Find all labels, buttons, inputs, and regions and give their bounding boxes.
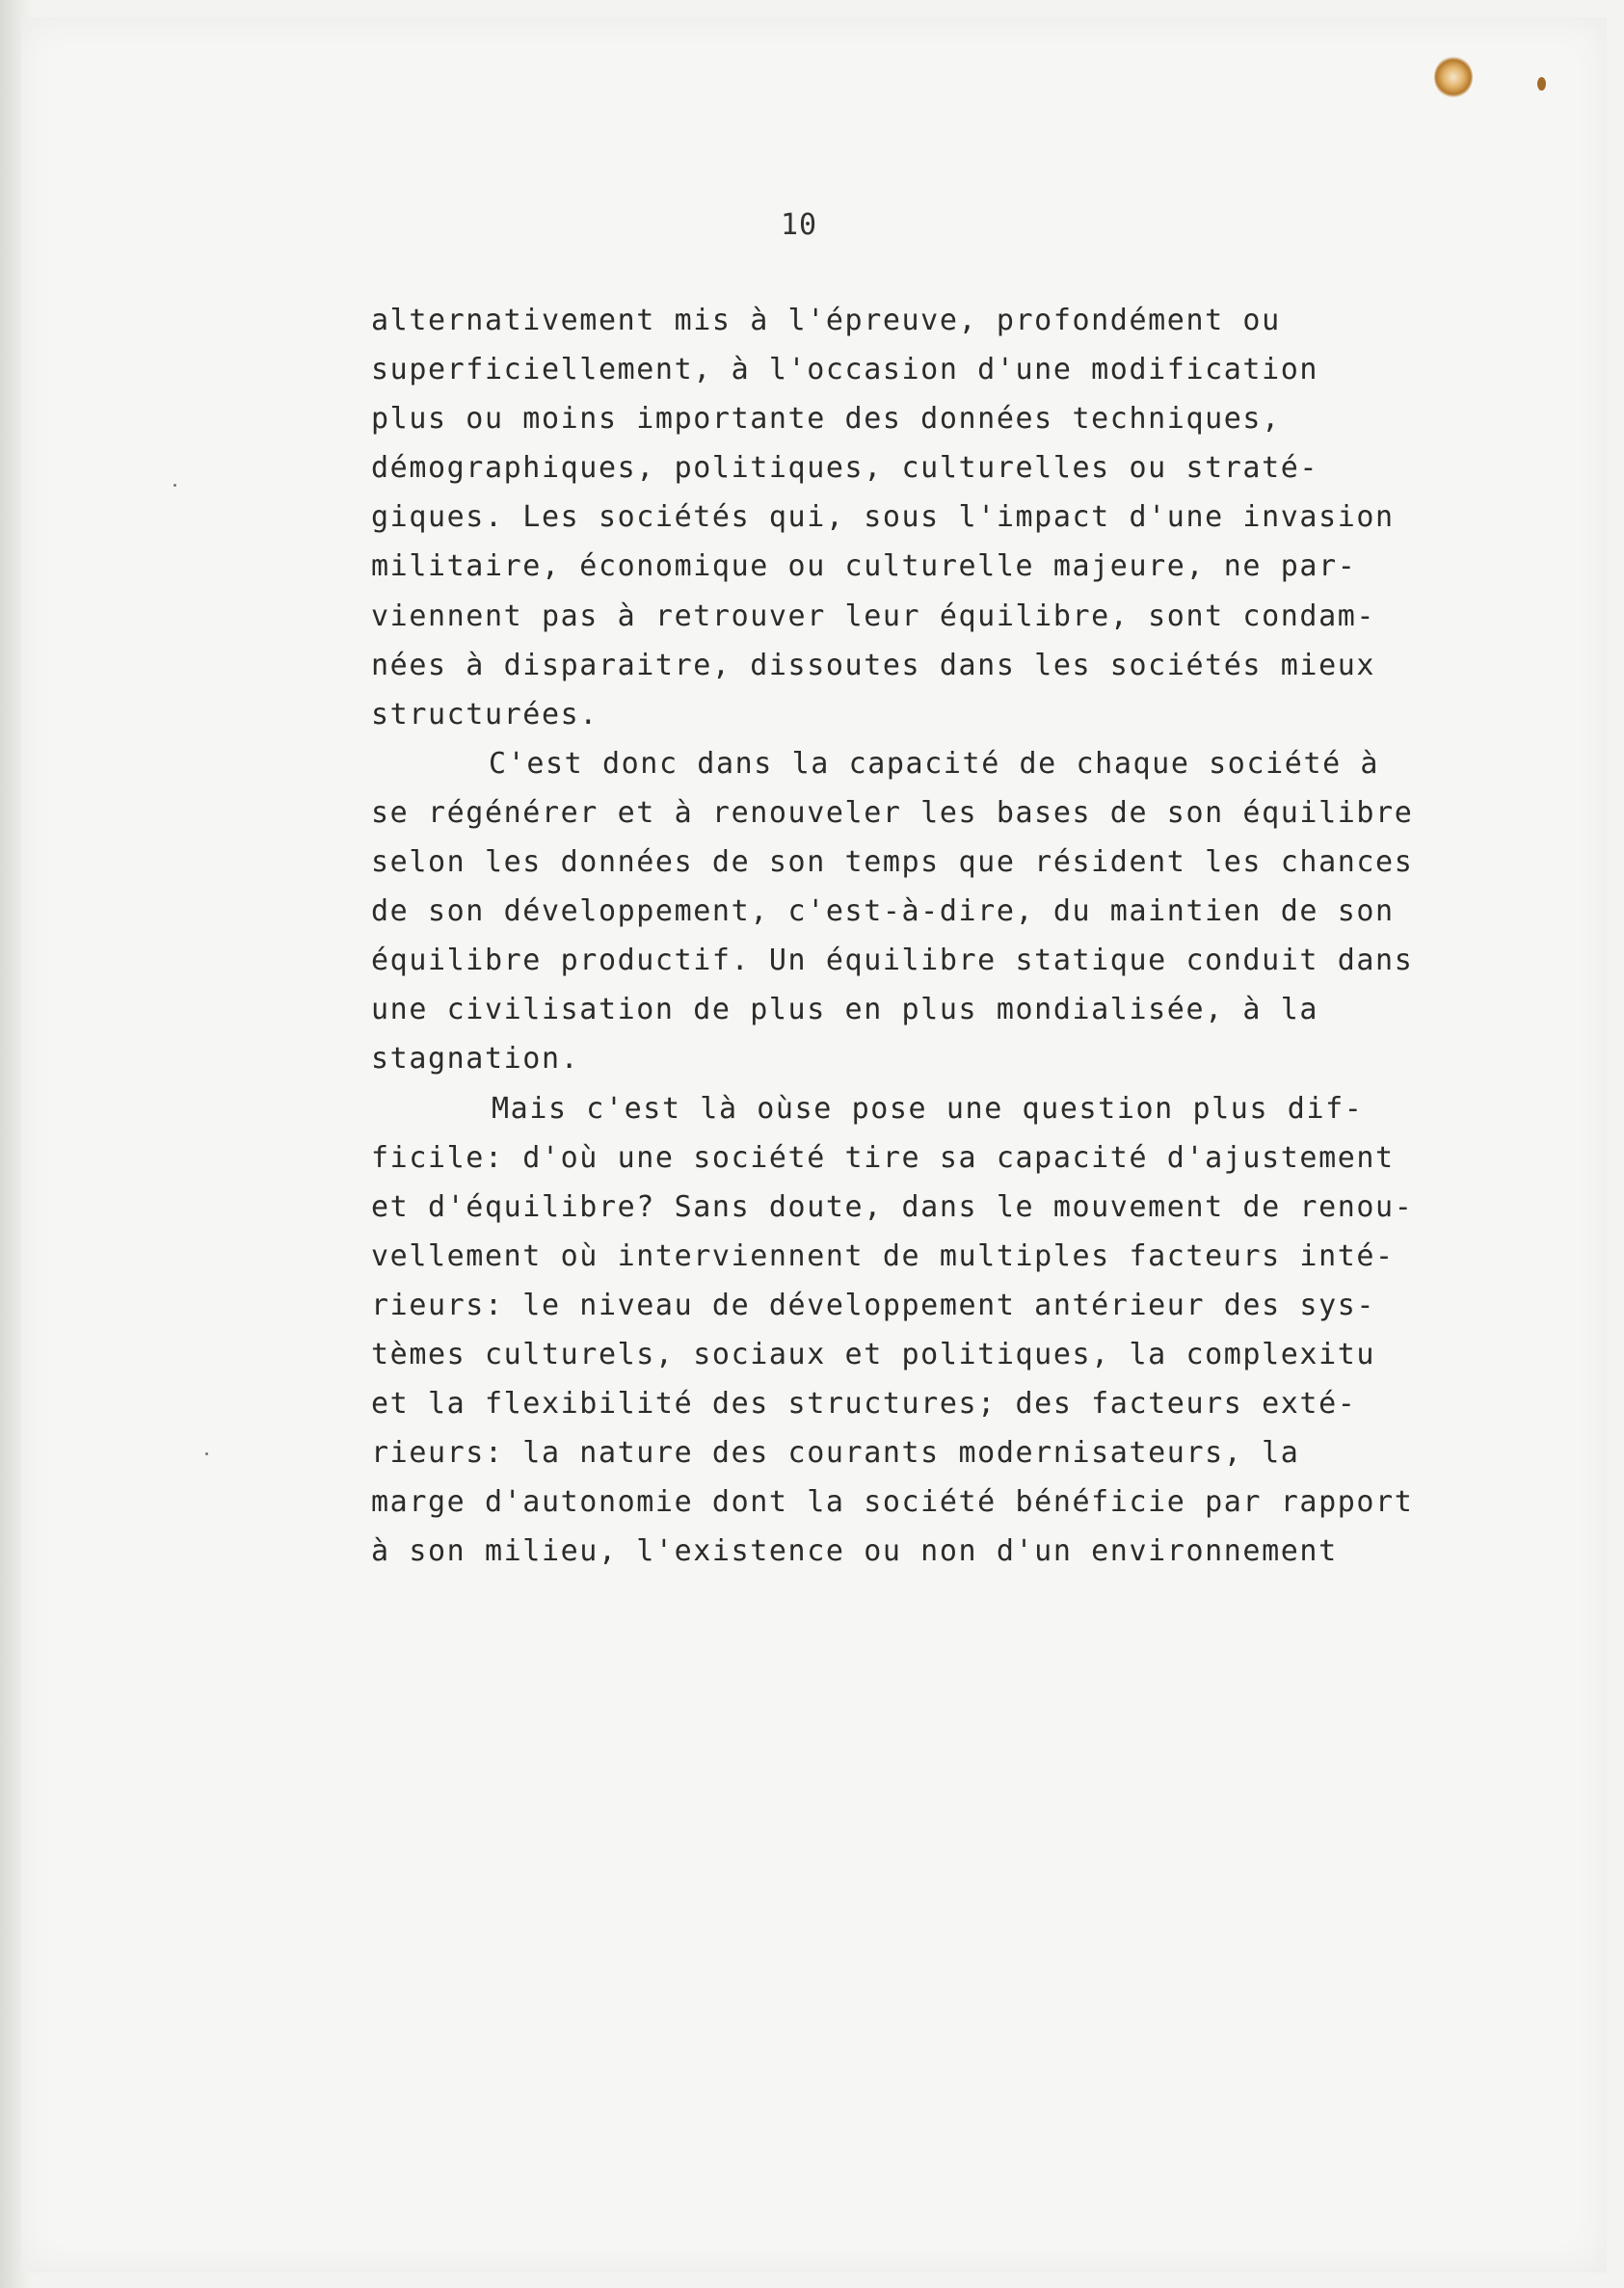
text-line: alternativement mis à l'épreuve, profondément ou bbox=[371, 304, 1281, 337]
text-line: marge d'autonomie dont la société bénéficie par rapport bbox=[371, 1485, 1414, 1520]
text-line: giques. Les sociétés qui, sous l'impact d'une invasion bbox=[371, 500, 1395, 535]
text-line: se régénérer et à renouveler les bases de son équilibre bbox=[371, 795, 1414, 830]
paragraph-start-line: C'est donc dans la capacité de chaque société à bbox=[489, 746, 1380, 781]
page-number: 10 bbox=[781, 208, 818, 242]
text-line: ficile: d'où une société tire sa capacité d'ajustement bbox=[371, 1140, 1395, 1175]
text-line: viennent pas à retrouver leur équilibre, sont condam- bbox=[371, 599, 1376, 633]
text-line: et d'équilibre? Sans doute, dans le mouvement de renou- bbox=[371, 1189, 1414, 1224]
margin-speck bbox=[173, 484, 176, 487]
text-line: militaire, économique ou culturelle majeure, ne par- bbox=[371, 549, 1357, 584]
text-line: une civilisation de plus en plus mondialisée, à la bbox=[371, 993, 1319, 1027]
body-text bbox=[371, 296, 1460, 1576]
text-line: nées à disparaitre, dissoutes dans les sociétés mieux bbox=[371, 648, 1376, 682]
text-line: et la flexibilité des structures; des facteurs exté- bbox=[371, 1387, 1357, 1422]
text-line: à son milieu, l'existence ou non d'un environnement bbox=[371, 1534, 1338, 1569]
rust-stain-mark bbox=[1434, 56, 1473, 98]
text-line: plus ou moins importante des données techniques, bbox=[371, 402, 1281, 437]
margin-speck bbox=[205, 1452, 208, 1455]
text-line: structurées. bbox=[371, 697, 599, 732]
text-line: superficiellement, à l'occasion d'une modification bbox=[371, 353, 1319, 387]
text-line: tèmes culturels, sociaux et politiques, la complexitu bbox=[371, 1337, 1376, 1371]
text-line: de son développement, c'est-à-dire, du maintien de son bbox=[371, 894, 1395, 929]
text-line: rieurs: la nature des courants modernisateurs, la bbox=[371, 1436, 1300, 1471]
text-line: démographiques, politiques, culturelles ou straté- bbox=[371, 451, 1319, 486]
text-line: équilibre productif. Un équilibre statique conduit dans bbox=[371, 944, 1414, 978]
text-line: stagnation. bbox=[371, 1042, 580, 1077]
text-line: vellement où interviennent de multiples facteurs inté- bbox=[371, 1238, 1395, 1273]
paragraph-start-line: Mais c'est là oùse pose une question plus dif- bbox=[492, 1091, 1364, 1126]
text-line: rieurs: le niveau de développement antérieur des sys- bbox=[371, 1288, 1376, 1322]
rust-stain-dot bbox=[1537, 77, 1546, 91]
text-line: selon les données de son temps que résident les chances bbox=[371, 845, 1414, 880]
